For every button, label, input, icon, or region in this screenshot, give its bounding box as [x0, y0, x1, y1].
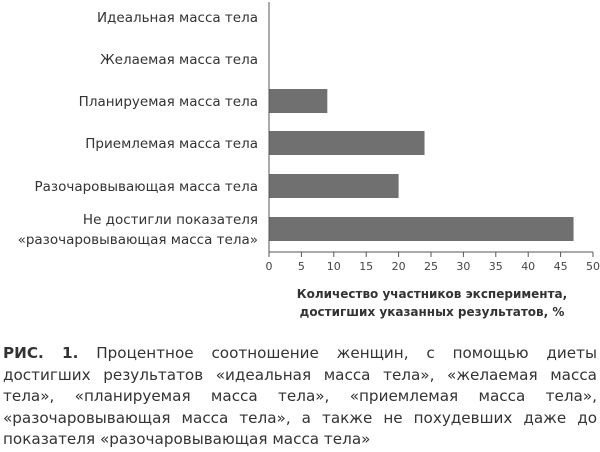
figure-caption-text: Процентное соотношение женщин, с помощью диеты достигших результатов «идеальная масса тела», «желаемая масса тела», «планируемая масса тела», «приемлемая масса тела», «разочаровывающая масса тела», а также не похудевших даже до показателя «разочаровывающая масса тела» [3, 344, 597, 448]
x-axis-title-line-0: Количество участников эксперимента, [296, 287, 568, 301]
category-label-3: Приемлемая масса тела [85, 136, 258, 152]
x-tick-label-25: 25 [424, 260, 438, 273]
x-ticks [266, 252, 600, 273]
category-label-2: Планируемая масса тела [78, 94, 258, 110]
bar-4 [269, 174, 399, 198]
category-label-5-0: Не достигли показателя [82, 212, 258, 228]
x-tick-label-15: 15 [359, 260, 374, 273]
x-axis-title [297, 287, 567, 319]
x-tick-label-50: 50 [586, 260, 600, 273]
category-label-5-1: «разочаровывающая масса тела» [17, 232, 258, 248]
bar-2 [269, 89, 327, 113]
x-tick-label-5: 5 [297, 260, 305, 273]
x-tick-label-30: 30 [456, 260, 471, 273]
category-label-1: Желаемая масса тела [100, 52, 258, 68]
x-tick-label-35: 35 [488, 260, 503, 273]
x-tick-label-20: 20 [391, 260, 406, 273]
category-label-4: Разочаровывающая масса тела [34, 179, 258, 195]
x-tick-label-40: 40 [521, 260, 536, 273]
figure-caption [3, 343, 597, 451]
bar-3 [269, 131, 425, 155]
x-tick-label-0: 0 [265, 260, 273, 273]
figure-number: РИС. 1. [3, 344, 79, 362]
bar-5 [269, 217, 574, 241]
x-tick-label-45: 45 [553, 260, 568, 273]
x-tick-label-10: 10 [326, 260, 341, 273]
category-label-0: Идеальная масса тела [96, 10, 258, 26]
bars-group [269, 89, 574, 241]
category-labels [18, 10, 258, 248]
x-axis-title-line-1: достигших указанных результатов, % [299, 305, 565, 319]
